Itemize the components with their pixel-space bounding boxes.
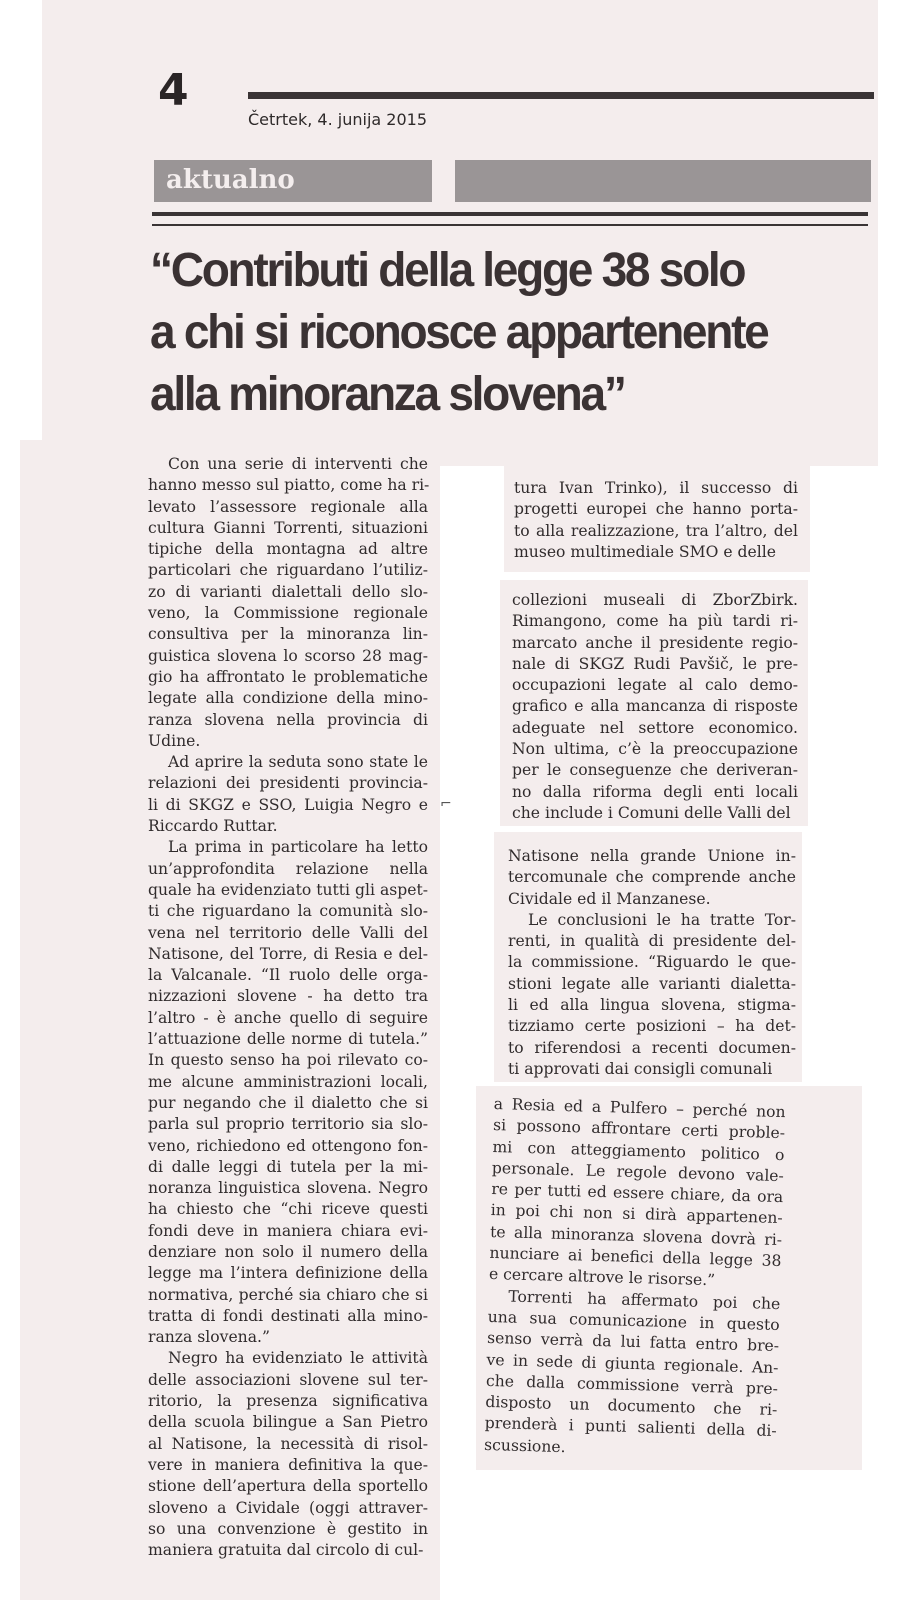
text-line: ti che riguardano la comunità slo- xyxy=(148,902,428,921)
text-line: denziare non solo il numero della xyxy=(148,1242,428,1261)
text-line: li ed alla lingua slovena, stigma- xyxy=(508,996,796,1015)
text-line: nizzazioni slovene - ha detto tra xyxy=(148,987,428,1006)
text-line: in poi chi non si dirà appartenen- xyxy=(490,1201,783,1228)
text-line: vere in maniera definitiva la que- xyxy=(148,1455,428,1474)
text-line: che include i Comuni delle Valli del xyxy=(512,803,791,822)
text-line: e cercare altrove le risorse.” xyxy=(488,1265,716,1290)
text-line: Ad aprire la seduta sono state le xyxy=(168,753,428,772)
text-line: so una convenzione è gestito in xyxy=(148,1519,428,1538)
text-line: Con una serie di interventi che xyxy=(168,455,428,473)
text-line: una sua comunicazione in questo xyxy=(487,1307,780,1335)
text-line: collezioni museali di ZborZbirk. xyxy=(512,591,798,609)
page-number: 4 xyxy=(158,65,189,116)
text-line: museo multimediale SMO e delle xyxy=(514,542,776,561)
text-line: la Valcanale. “Il ruolo delle orga- xyxy=(148,966,428,985)
headline xyxy=(150,240,841,426)
text-line: della scuola bilingue a San Pietro xyxy=(148,1413,428,1432)
text-line: tura Ivan Trinko), il successo di xyxy=(514,479,798,497)
text-line: ritorio, la presenza significativa xyxy=(148,1392,428,1411)
text-line: disposto un documento che ri- xyxy=(485,1393,778,1420)
text-line: relazioni dei presidenti provincia- xyxy=(148,774,428,793)
text-line: guistica slovena lo scorso 28 mag- xyxy=(148,646,428,665)
text-line: ve in sede di giunta regionale. An- xyxy=(486,1350,779,1377)
text-line: ha chiesto che “chi riceve questi xyxy=(148,1200,428,1219)
text-line: re per tutti ed essere chiare, da ora xyxy=(491,1180,784,1207)
text-line: veno, richiedono ed ottengono fon- xyxy=(148,1136,428,1155)
text-line: l’altro - è anche quello di seguire xyxy=(148,1008,428,1027)
text-line: to riferendosi a recenti documen- xyxy=(508,1038,796,1057)
text-line: l’attuazione delle norme di tutela.” xyxy=(148,1030,428,1049)
text-line: tipiche della montagna ad altre xyxy=(148,540,428,559)
text-line: ranza slovena nella provincia di xyxy=(148,710,428,729)
text-line: tercomunale che comprende anche xyxy=(508,868,796,887)
text-line: scussione. xyxy=(483,1435,566,1456)
right-column-fragment-4 xyxy=(484,1094,786,1464)
text-line: mi con atteggiamento politico o xyxy=(492,1137,785,1164)
text-line: Udine. xyxy=(148,731,201,750)
issue-date: Četrtek, 4. junija 2015 xyxy=(248,110,427,129)
text-line: legate alla condizione della mino- xyxy=(148,689,428,708)
text-line: marcato anche il presidente regio- xyxy=(512,633,798,652)
text-line: nunciare ai benefici della legge 38 xyxy=(489,1244,782,1271)
text-line: Rimangono, come ha più tardi ri- xyxy=(512,612,798,631)
text-line: tizziamo certe posizioni – ha det- xyxy=(508,1017,796,1036)
text-line: stioni legate alle varianti dialetta- xyxy=(508,974,796,993)
text-line: stione dell’apertura della sportello xyxy=(148,1477,428,1496)
text-line: grafico e alla mancanza di risposte xyxy=(512,697,798,716)
text-line: maniera gratuita dal circolo di cul- xyxy=(148,1541,424,1560)
text-line: Non ultima, c’è la preoccupazione xyxy=(512,740,798,759)
text-line: renti, in qualità di presidente del- xyxy=(508,932,796,951)
text-line: pur negando che il dialetto che si xyxy=(148,1093,428,1112)
header-rule xyxy=(248,92,874,99)
text-line: progetti europei che hanno porta- xyxy=(514,500,798,519)
text-line: sloveno a Cividale (oggi attraver- xyxy=(148,1498,428,1517)
text-line: legge ma l’intera definizione della xyxy=(148,1264,428,1283)
text-line: Natisone, del Torre, di Resia e del- xyxy=(148,944,428,963)
corner-mark: ⌐ xyxy=(440,796,452,812)
text-line: levato l’assessore regionale alla xyxy=(148,497,428,516)
text-line: to alla realizzazione, tra l’altro, del xyxy=(514,521,798,540)
text-line: veno, la Commissione regionale xyxy=(148,604,428,623)
rule-thin xyxy=(152,224,868,226)
headline-line: alla minoranza slovena” xyxy=(150,368,625,421)
text-line: la commissione. “Riguardo le que- xyxy=(508,953,796,972)
text-line: si possono affrontare certi proble- xyxy=(492,1116,786,1143)
text-line: Natisone nella grande Unione in- xyxy=(508,847,796,865)
text-line: personale. Le regole devono vale- xyxy=(491,1158,785,1186)
headline-line: “Contributi della legge 38 solo xyxy=(150,244,745,297)
text-line: che dalla commissione verrà pre- xyxy=(485,1371,779,1398)
right-column-fragment-3 xyxy=(508,846,796,1080)
text-line: ranza slovena.” xyxy=(148,1328,270,1347)
text-line: delle associazioni slovene sul ter- xyxy=(148,1370,428,1389)
text-line: me alcune amministrazioni locali, xyxy=(148,1072,428,1091)
text-line: fondi deve in maniera chiara evi- xyxy=(148,1221,428,1240)
section-bar-right xyxy=(455,160,871,202)
text-line: Cividale ed il Manzanese. xyxy=(508,889,711,908)
text-line: La prima in particolare ha letto xyxy=(168,838,428,857)
text-line: consultiva per la minoranza lin- xyxy=(148,625,428,644)
text-line: vena nel territorio delle Valli del xyxy=(148,923,428,942)
left-column xyxy=(148,454,428,1561)
text-line: In questo senso ha poi rilevato co- xyxy=(148,1051,428,1070)
text-line: normativa, perché sia chiaro che si xyxy=(148,1285,428,1304)
text-line: Negro ha evidenziato le attività xyxy=(168,1349,428,1368)
text-line: parla sul proprio territorio sia slo- xyxy=(148,1115,428,1134)
text-line: al Natisone, la necessità di risol- xyxy=(148,1434,428,1453)
text-line: Riccardo Ruttar. xyxy=(148,817,278,836)
text-line: occupazioni legate al calo demo- xyxy=(512,676,798,695)
right-column-fragment-1 xyxy=(514,478,798,563)
text-line: gio ha affrontato le problematiche xyxy=(148,667,428,686)
text-line: per le conseguenze che deriveran- xyxy=(512,761,798,780)
text-line: un’approfondita relazione nella xyxy=(148,859,428,878)
text-line: ti approvati dai consigli comunali xyxy=(508,1059,773,1078)
text-line: prenderà i punti salienti della di- xyxy=(484,1414,777,1441)
text-line: quale ha evidenziato tutti gli aspet- xyxy=(148,880,428,899)
text-line: di dalle leggi di tutela per la mi- xyxy=(148,1157,428,1176)
text-line: li di SKGZ e SSO, Luigia Negro e xyxy=(148,795,428,814)
text-line: tratta di fondi destinati alla mino- xyxy=(148,1306,428,1325)
text-line: senso verrà da lui fatta entro bre- xyxy=(486,1329,780,1356)
text-line: nale di SKGZ Rudi Pavšič, le pre- xyxy=(512,654,798,673)
headline-line: a chi si riconosce appartenente xyxy=(150,306,768,359)
text-line: particolari che riguardano l’utiliz- xyxy=(148,561,428,580)
text-line: adeguate nel settore economico. xyxy=(512,718,798,737)
text-line: noranza linguistica slovena. Negro xyxy=(148,1179,428,1198)
text-line: te alla minoranza slovena dovrà ri- xyxy=(489,1222,783,1249)
text-line: cultura Gianni Torrenti, situazioni xyxy=(148,518,428,537)
section-label: aktualno xyxy=(166,165,295,195)
text-line: zo di varianti dialettali dello slo- xyxy=(148,582,428,601)
rule-thick xyxy=(152,212,868,216)
text-line: Le conclusioni le ha tratte Tor- xyxy=(528,910,796,929)
text-line: no dalla riforma degli enti locali xyxy=(512,782,798,801)
text-line: Torrenti ha affermato poi che xyxy=(508,1287,781,1313)
right-column-fragment-2 xyxy=(512,590,798,824)
text-line: a Resia ed a Pulfero – perché non xyxy=(493,1094,786,1122)
text-line: hanno messo sul piatto, come ha ri- xyxy=(148,476,430,495)
